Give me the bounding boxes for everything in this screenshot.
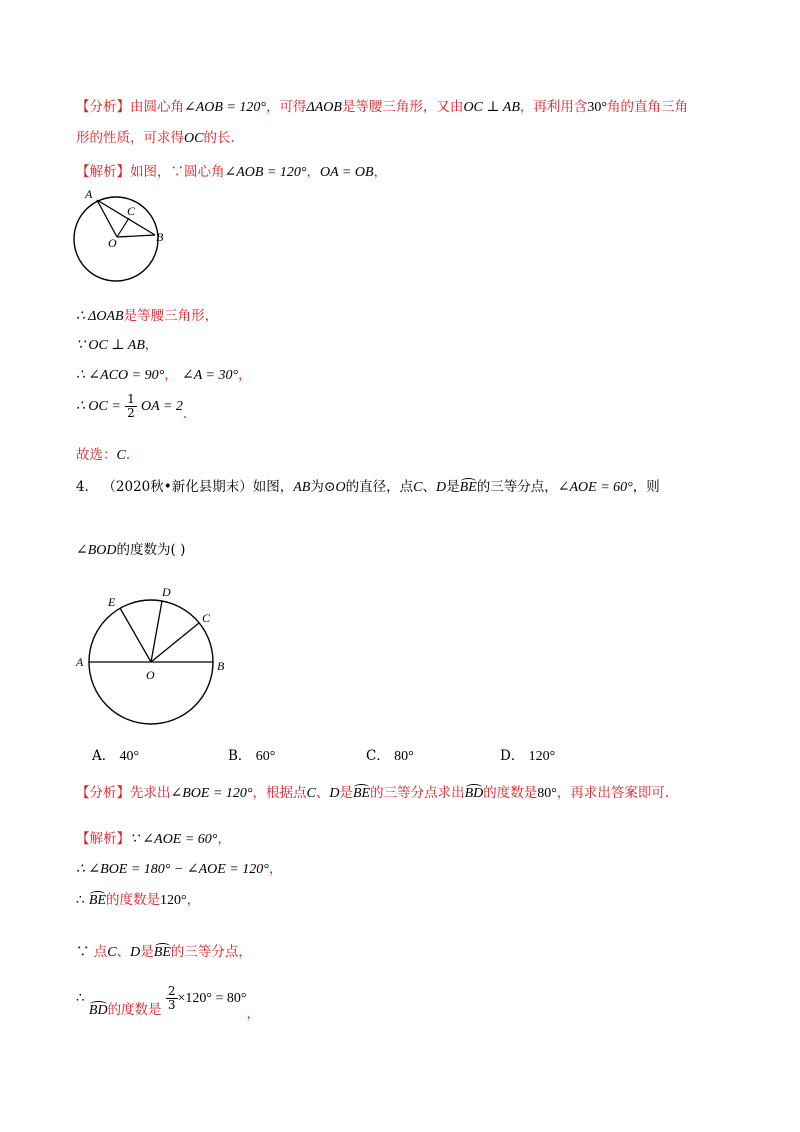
fraction-two-thirds: $\frac{2}{3}$ (167, 984, 176, 1012)
q4-analysis: 【分析】先求出∠BOE = 120°，根据点C、D是BE的三等分点求出BD的度数是80°，再求出答案即可. (76, 785, 670, 801)
label-O: O (108, 236, 117, 250)
analysis-line-1: 【分析】由圆心角∠AOB = 120°，可得ΔAOB是等腰三角形，又由OC ⊥ AB，再利用含30°角的直角三角 (76, 99, 689, 115)
segment-OC (117, 218, 129, 237)
circle-figure-q4 (72, 582, 232, 732)
segment-OE (120, 608, 151, 662)
segment-OC (151, 623, 199, 662)
solution-tag: 【解析】 (76, 831, 130, 847)
step-2: ∵ OC ⊥ AB， (76, 337, 159, 353)
label-C: C (127, 204, 136, 218)
circle-figure-q3 (60, 182, 175, 287)
label-D: D (162, 585, 171, 599)
segment-OB (117, 235, 155, 237)
analysis-tag: 【分析】 (76, 99, 130, 115)
label-E: E (108, 595, 116, 609)
analysis-line-2: 形的性质，可求得OC的长. (76, 130, 235, 146)
label-A: A (85, 187, 93, 201)
step-1: ∴ ΔOAB是等腰三角形， (76, 308, 219, 324)
solution-line-1: 【解析】如图，∵圆心角∠AOB = 120°，OA = OB， (76, 164, 388, 180)
label-C: C (202, 611, 211, 625)
label-O: O (146, 668, 155, 682)
label-B: B (156, 230, 164, 244)
q4-line-1: 4． （2020秋•新化县期末）如图，AB为⊙O的直径，点C、D是BE的三等分点，∠AOE = 60°，则 (76, 479, 660, 495)
step-4: ∴ OC = $\frac{1}{2}$ OA = 2. (76, 392, 188, 422)
label-B: B (217, 659, 225, 673)
option-a[interactable]: A． 40° (92, 748, 140, 764)
step-3: ∴ ∠ACO = 90°， ∠A = 30°， (76, 367, 252, 383)
option-d[interactable]: D． 120° (500, 748, 556, 764)
answer-line: 故选：C. (76, 447, 131, 463)
q4-solution-line-3: ∴ BE的度数是120°， (76, 892, 201, 908)
q4-solution-line-2: ∴ ∠BOE = 180° − ∠AOE = 120°， (76, 861, 283, 877)
fraction-one-half: $\frac{1}{2}$ (127, 392, 135, 420)
q4-solution-line-4: ∵ 点C、D是BE的三等分点， (76, 944, 252, 960)
analysis-tag: 【分析】 (76, 785, 130, 801)
segment-AB (97, 200, 155, 235)
option-c[interactable]: C． 80° (366, 748, 414, 764)
segment-OD (151, 601, 162, 662)
label-A: A (76, 655, 84, 669)
solution-tag: 【解析】 (76, 164, 130, 180)
q4-solution-line-5: ∴ BD的度数是 $\frac{2}{3}$ ×120° = 80°， (76, 984, 260, 1022)
q4-solution-line-1: 【解析】∵ ∠AOE = 60°， (76, 831, 231, 847)
q4-number: 4． (76, 479, 99, 495)
q4-line-2: ∠BOD的度数为( ) (76, 542, 186, 558)
option-b[interactable]: B． 60° (228, 748, 276, 764)
